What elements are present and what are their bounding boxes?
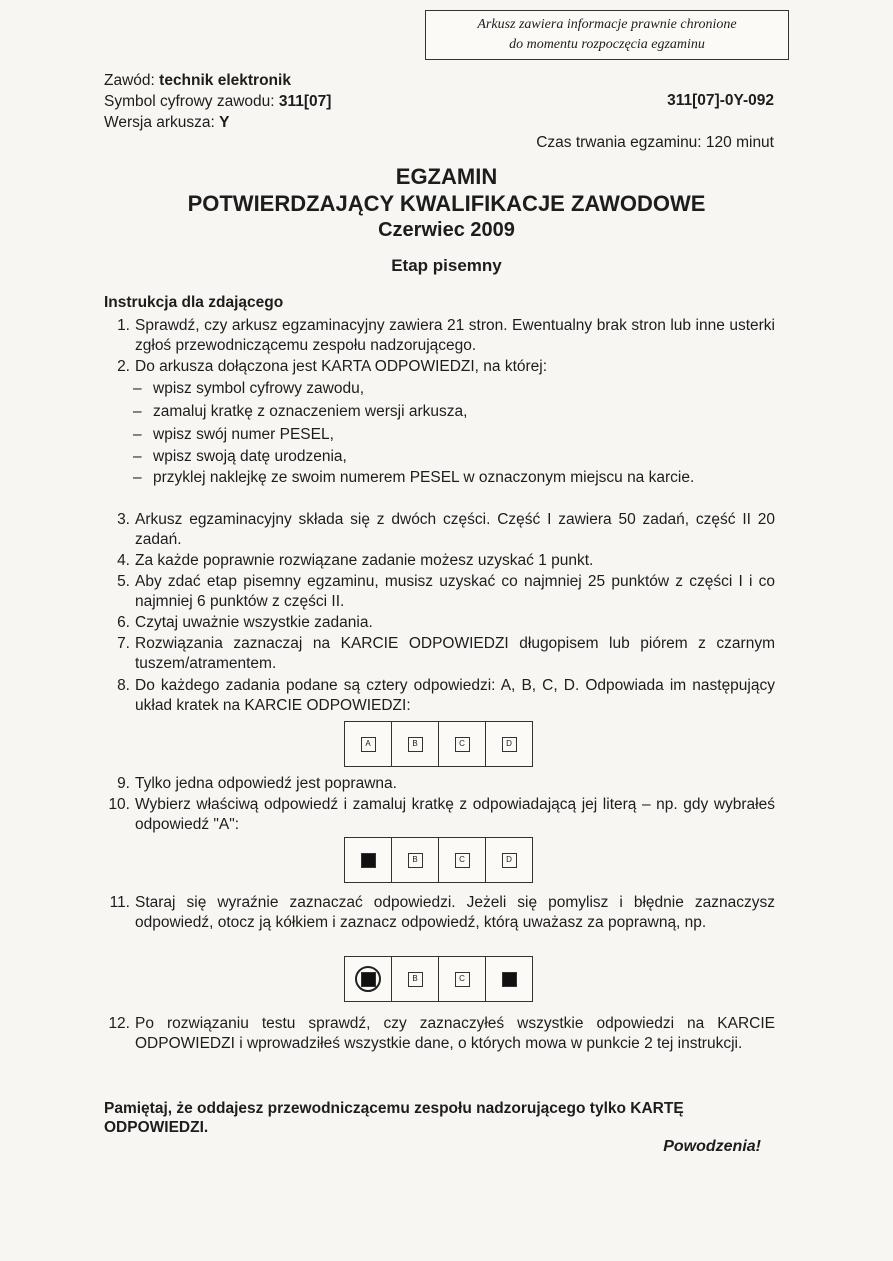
- item-text: Czytaj uważnie wszystkie zadania.: [135, 614, 373, 631]
- item-text: Aby zdać etap pisemny egzaminu, musisz uzyskać co najmniej 25 punktów z części I i co najmniej 6 punktów z części II.: [135, 573, 775, 610]
- exam-duration: Czas trwania egzaminu: 120 minut: [536, 134, 774, 151]
- item-number: 4.: [117, 552, 130, 569]
- item-text: Do arkusza dołączona jest KARTA ODPOWIEDZI, na której:: [135, 358, 548, 375]
- circle-mark-icon: [355, 966, 381, 992]
- item-text: Sprawdź, czy arkusz egzaminacyjny zawiera 21 stron. Ewentualny brak stron lub inne usterki zgłoś przewodniczącemu zespołu nadzorującego.: [135, 317, 775, 354]
- item-number: 9.: [117, 775, 130, 792]
- item-number: 1.: [117, 317, 130, 334]
- symbol-row: [104, 91, 331, 112]
- symbol-label: Symbol cyfrowy zawodu:: [104, 93, 275, 110]
- item-text: Za każde poprawnie rozwiązane zadanie możesz uzyskać 1 punkt.: [135, 552, 594, 569]
- subitem-text: wpisz swój numer PESEL,: [153, 426, 334, 443]
- answer-box-b: B: [408, 737, 423, 752]
- symbol-value: 311[07]: [278, 93, 332, 110]
- item-text: Do każdego zadania podane są cztery odpowiedzi: A, B, C, D. Odpowiada im następujący układ kratek na KARCIE ODPOWIEDZI:: [135, 677, 775, 714]
- answer-cell-b: [391, 837, 438, 883]
- exam-stage: Etap pisemny: [391, 256, 502, 275]
- exam-meta: [104, 70, 331, 133]
- answer-cell-c: [438, 956, 485, 1002]
- subitem-text: wpisz symbol cyfrowy zawodu,: [153, 380, 365, 397]
- title-line-1: EGZAMIN: [395, 164, 498, 189]
- answer-box-b: B: [408, 972, 423, 987]
- answer-cell-d: [485, 837, 533, 883]
- answer-box-b: B: [408, 853, 423, 868]
- item-text: Wybierz właściwą odpowiedź i zamaluj kratkę z odpowiadającą jej literą – np. gdy wybrałeś odpowiedź "A":: [135, 796, 775, 833]
- notice-line-1: Arkusz zawiera informacje prawnie chronione: [477, 17, 737, 32]
- answer-cell-d: [485, 956, 533, 1002]
- item-text: Staraj się wyraźnie zaznaczać odpowiedzi. Jeżeli się pomylisz i błędnie zaznaczysz odpowiedź, otocz ją kółkiem i zaznacz odpowiedź, którą uważasz za poprawną, np.: [135, 894, 775, 931]
- answer-box-d: D: [502, 853, 517, 868]
- closing-wish: Powodzenia!: [663, 1138, 761, 1155]
- instructions-heading: Instrukcja dla zdającego: [104, 294, 284, 311]
- answer-grid-example: [344, 721, 533, 766]
- answer-cell-d: [485, 721, 533, 767]
- answer-cell-b: [391, 956, 438, 1002]
- title-block: [0, 163, 893, 276]
- item-text: Tylko jedna odpowiedź jest poprawna.: [135, 775, 397, 792]
- confidential-notice: [425, 10, 789, 60]
- answer-cell-b: [391, 721, 438, 767]
- title-date: Czerwiec 2009: [378, 219, 515, 241]
- item-number: 11.: [109, 894, 130, 911]
- answer-box-c: C: [455, 853, 470, 868]
- profession-row: [104, 70, 331, 91]
- subitem-text: zamaluj kratkę z oznaczeniem wersji arkusza,: [153, 403, 468, 420]
- profession-value: technik elektronik: [159, 72, 291, 89]
- version-row: [104, 112, 331, 133]
- item-number: 12.: [108, 1015, 130, 1032]
- subitem-dash: –: [133, 380, 142, 397]
- subitem-text: wpisz swoją datę urodzenia,: [153, 448, 347, 465]
- item-number: 7.: [117, 635, 130, 652]
- item-number: 3.: [117, 511, 130, 528]
- subitem-dash: –: [133, 448, 142, 465]
- profession-label: Zawód:: [104, 72, 155, 89]
- reminder-note: Pamiętaj, że oddajesz przewodniczącemu zespołu nadzorującego tylko KARTĘ ODPOWIEDZI.: [104, 1100, 684, 1136]
- subitem-text: przyklej naklejkę ze swoim numerem PESEL w oznaczonym miejscu na karcie.: [153, 469, 695, 486]
- answer-cell-c: [438, 721, 485, 767]
- answer-box-a: A: [361, 737, 376, 752]
- answer-cell-a: [344, 721, 391, 767]
- answer-box-d: D: [502, 737, 517, 752]
- version-value: Y: [219, 114, 230, 131]
- item-number: 2.: [117, 358, 130, 375]
- answer-box-a-filled: [361, 853, 376, 868]
- answer-grid-filled-example: [344, 837, 533, 882]
- answer-box-c: C: [455, 972, 470, 987]
- item-text: Rozwiązania zaznaczaj na KARCIE ODPOWIEDZI długopisem lub piórem z czarnym tuszem/atramentem.: [135, 635, 775, 672]
- title-line-2: POTWIERDZAJĄCY KWALIFIKACJE ZAWODOWE: [187, 191, 706, 216]
- notice-line-2: do momentu rozpoczęcia egzaminu: [509, 37, 705, 52]
- subitem-dash: –: [133, 426, 142, 443]
- item-number: 10.: [108, 796, 130, 813]
- item-number: 8.: [117, 677, 130, 694]
- answer-box-c: C: [455, 737, 470, 752]
- item-text: Arkusz egzaminacyjny składa się z dwóch części. Część I zawiera 50 zadań, część II 20 zadań.: [135, 511, 775, 548]
- answer-box-d-filled: [502, 972, 517, 987]
- answer-grid-correction-example: [344, 956, 533, 1001]
- answer-cell-a: [344, 956, 391, 1002]
- subitem-dash: –: [133, 469, 142, 486]
- sheet-code: 311[07]-0Y-092: [667, 92, 774, 109]
- item-number: 6.: [117, 614, 130, 631]
- version-label: Wersja arkusza:: [104, 114, 215, 131]
- subitem-dash: –: [133, 403, 142, 420]
- answer-box-a-filled: [361, 972, 376, 987]
- item-text: Po rozwiązaniu testu sprawdź, czy zaznaczyłeś wszystkie odpowiedzi na KARCIE ODPOWIEDZI i wprowadziłeś wszystkie dane, o których mowa w punkcie 2 tej instrukcji.: [135, 1015, 775, 1052]
- answer-cell-a: [344, 837, 391, 883]
- answer-cell-c: [438, 837, 485, 883]
- item-number: 5.: [117, 573, 130, 590]
